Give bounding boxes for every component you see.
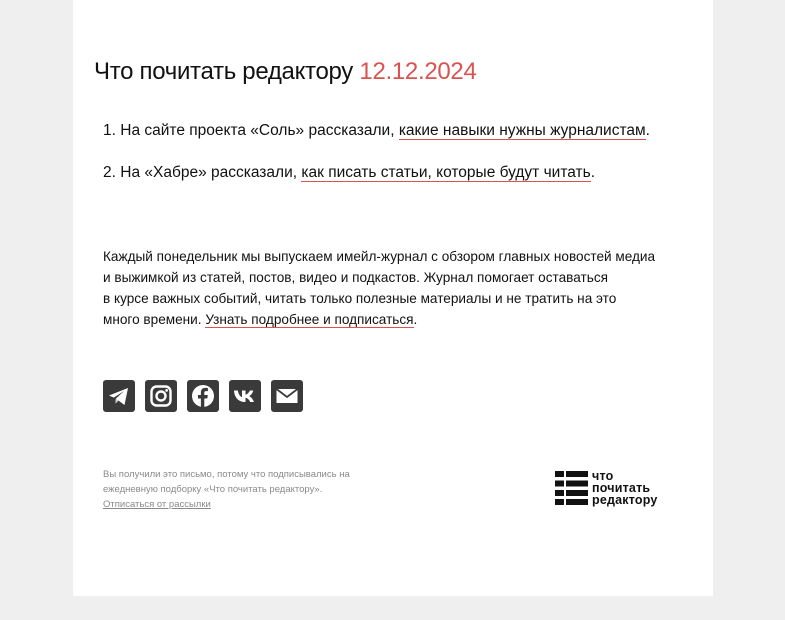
email-icon[interactable] bbox=[271, 380, 303, 412]
about-paragraph bbox=[103, 246, 693, 330]
footer-notice bbox=[103, 467, 383, 512]
footer-line: ежедневную подборку «Что почитать редактору». bbox=[103, 484, 323, 495]
title-text: Что почитать редактору bbox=[94, 58, 354, 85]
email-card bbox=[73, 0, 713, 596]
logo[interactable] bbox=[555, 470, 685, 506]
about-line: Каждый понедельник мы выпускаем имейл-журнал с обзором главных новостей медиа bbox=[103, 249, 656, 264]
about-line: много времени. bbox=[103, 312, 206, 327]
unsubscribe-link[interactable]: Отписаться от рассылки bbox=[103, 499, 211, 510]
article-link[interactable]: какие навыки нужны журналистам bbox=[398, 122, 646, 139]
social-links bbox=[103, 380, 303, 412]
logo-line: почитать bbox=[592, 481, 651, 495]
item-text: На «Хабре» рассказали, bbox=[120, 164, 302, 181]
list-item bbox=[103, 121, 703, 141]
page-title bbox=[94, 58, 477, 86]
list-item bbox=[103, 163, 703, 183]
telegram-icon[interactable] bbox=[103, 380, 135, 412]
subscribe-link[interactable]: Узнать подробнее и подписаться bbox=[205, 312, 414, 327]
about-line: и выжимкой из статей, постов, видео и подкастов. Журнал помогает оставаться bbox=[103, 270, 608, 285]
about-suffix: . bbox=[413, 312, 418, 327]
item-number: 2. bbox=[103, 164, 116, 181]
logo-text bbox=[592, 470, 658, 506]
vk-icon[interactable] bbox=[229, 380, 261, 412]
instagram-icon[interactable] bbox=[145, 380, 177, 412]
logo-blocks-icon bbox=[555, 471, 588, 505]
item-number: 1. bbox=[103, 122, 116, 139]
logo-line: что bbox=[592, 469, 614, 483]
title-date: 12.12.2024 bbox=[359, 58, 477, 85]
article-list bbox=[103, 121, 703, 205]
item-suffix: . bbox=[590, 164, 596, 181]
about-line: в курсе важных событий, читать только полезные материалы и не тратить на это bbox=[103, 291, 617, 306]
facebook-icon[interactable] bbox=[187, 380, 219, 412]
logo-line: редактору bbox=[592, 493, 658, 507]
footer-line: Вы получили это письмо, потому что подписывались на bbox=[103, 469, 350, 480]
item-text: На сайте проекта «Соль» рассказали, bbox=[120, 122, 399, 139]
article-link[interactable]: как писать статьи, которые будут читать bbox=[301, 164, 591, 181]
item-suffix: . bbox=[645, 122, 650, 139]
